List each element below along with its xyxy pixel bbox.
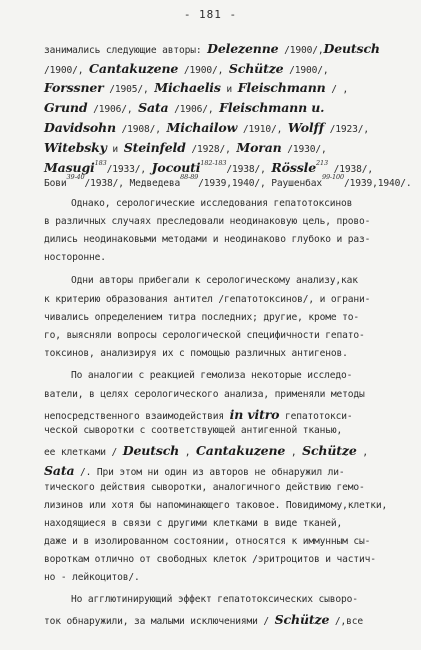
handwritten-name: Davidsohn xyxy=(44,120,116,135)
handwritten-name: Fleischmann xyxy=(237,80,326,95)
text-line xyxy=(44,443,368,458)
typed-text: лизинов или хотя бы напоминающего таковое. Повидимому,клетки, xyxy=(44,500,388,511)
handwritten-name: Schütze xyxy=(274,612,330,627)
handwritten-name: in vitro xyxy=(229,407,280,422)
handwritten-name: Fleischmann u. xyxy=(219,100,325,115)
typed-text: но - лейкоцитов/. xyxy=(44,572,140,583)
typed-text: даже и в изолированном состоянии, относятся к иммунным сы- xyxy=(44,536,371,547)
reference-superscript: 88-89 xyxy=(180,173,199,181)
text-line xyxy=(44,407,353,422)
handwritten-name: Grund xyxy=(44,100,88,115)
handwritten-name: Sata xyxy=(44,463,75,478)
text-line xyxy=(44,120,369,135)
typed-text: токсинов, анализируя их с помощью различных антигенов. xyxy=(44,348,348,359)
typed-text: /1906/, xyxy=(168,104,220,115)
typed-text: Но агглютинирующий эффект гепатотоксических сыворо- xyxy=(71,594,358,605)
typed-text: в различных случаях преследовали неодинаковую цель, прово- xyxy=(44,216,371,227)
handwritten-name: Rössle xyxy=(271,160,316,175)
text-line xyxy=(71,370,352,381)
typed-text: /1930/, xyxy=(281,144,327,155)
text-line xyxy=(44,100,324,115)
typed-text: /1900/, xyxy=(283,65,329,76)
text-line xyxy=(44,294,370,305)
typed-text: ее клетками / xyxy=(44,447,123,458)
text-line xyxy=(44,234,370,245)
handwritten-name: Delezenne xyxy=(207,41,279,56)
typed-text: /1938/, Медведева xyxy=(84,178,181,189)
typed-text: /1938/, xyxy=(327,164,373,175)
handwritten-name: Steinfeld xyxy=(123,140,186,155)
text-line xyxy=(44,41,380,56)
text-line xyxy=(44,252,106,263)
typed-text: /1910/, xyxy=(237,124,288,135)
typed-text: вороткам отлично от свободных клеток /эритроцитов и частич- xyxy=(44,554,376,565)
typed-text: /1900/, xyxy=(178,65,229,76)
reference-superscript: 213 xyxy=(316,159,328,167)
text-line xyxy=(44,173,412,189)
reference-superscript: 182-183 xyxy=(200,159,227,167)
typed-text: /1938/, xyxy=(226,164,272,175)
typed-text: / , xyxy=(325,84,349,95)
text-line xyxy=(44,80,348,95)
handwritten-name: Schütze xyxy=(302,443,357,458)
typed-text: чивались определением титра последних; другие, кроме то- xyxy=(44,312,360,323)
typed-text: и xyxy=(220,84,238,95)
text-line xyxy=(44,518,342,529)
text-line xyxy=(44,612,363,627)
handwritten-name: Jocouti xyxy=(151,160,201,175)
handwritten-name: Forssner xyxy=(44,80,104,95)
typed-text: носторонне. xyxy=(44,252,106,263)
text-line xyxy=(44,330,365,341)
typed-text: к критерию образования антител /гепатотоксинов/, и ограни- xyxy=(44,294,371,305)
text-line xyxy=(44,463,344,478)
typed-text: /. При этом ни один из авторов не обнаружил ли- xyxy=(74,467,345,478)
typed-text: Однако, серологические исследования гепатотоксинов xyxy=(71,198,353,209)
typed-text: Одни авторы прибегали к серологическому анализу,как xyxy=(71,275,358,286)
typed-text: /1939,1940/, Раушенбах xyxy=(198,178,322,189)
typed-text: /1923/, xyxy=(323,124,369,135)
text-line xyxy=(44,140,327,155)
typed-text: ческой сыворотки с соответствующей антигенной тканью, xyxy=(44,425,343,436)
typed-text: и xyxy=(106,144,124,155)
handwritten-name: Sata xyxy=(138,100,169,115)
text-line xyxy=(44,572,140,583)
text-line xyxy=(44,482,365,493)
typed-text: тического действия сыворотки, аналогичного действию гемо- xyxy=(44,482,365,493)
typed-text: занимались следующие авторы: xyxy=(44,45,208,56)
typed-text: /1928/, xyxy=(185,144,237,155)
typed-text: ватели, в целях серологического анализа, применяли методы xyxy=(44,389,365,400)
typed-text: дились неодинаковыми методами и неодинаково глубоко и раз- xyxy=(44,234,371,245)
typed-text: , xyxy=(285,447,303,458)
text-line xyxy=(71,275,358,286)
typed-text: находящиеся в связи с другими клетками в виде тканей, xyxy=(44,518,343,529)
text-line xyxy=(71,198,352,209)
text-line xyxy=(44,500,387,511)
typed-text: /1933/, xyxy=(106,164,152,175)
reference-superscript: 99-100 xyxy=(321,173,344,181)
typed-text: ток обнаружили, за малыми исключениями / xyxy=(44,616,275,627)
typed-text: гепатотокси- xyxy=(279,411,353,422)
typed-text: , xyxy=(356,447,368,458)
typed-text: /1939,1940/. xyxy=(343,178,412,189)
handwritten-name: Cantakuzene xyxy=(196,443,286,458)
handwritten-name: Moran xyxy=(236,140,282,155)
text-line xyxy=(44,425,342,436)
page-number: - 181 - xyxy=(183,8,238,21)
text-line xyxy=(44,348,348,359)
typed-text: непосредственного взаимодействия xyxy=(44,411,230,422)
handwritten-name: Schütze xyxy=(228,61,284,76)
reference-superscript: 183 xyxy=(94,159,107,167)
handwritten-name: Cantakuzene xyxy=(89,61,179,76)
handwritten-name: Deutsch xyxy=(323,41,380,56)
text-line xyxy=(44,216,370,227)
typed-text: Бови xyxy=(44,178,67,189)
reference-superscript: 39-40 xyxy=(66,173,85,181)
handwritten-name: Michailow xyxy=(166,120,238,135)
handwritten-name: Witebsky xyxy=(44,140,107,155)
typed-text: По аналогии с реакцией гемолиза некоторые исследо- xyxy=(71,370,353,381)
typed-text: го, выясняли вопросы серологической специфичности гепато- xyxy=(44,330,365,341)
handwritten-name: Michaelis xyxy=(154,80,221,95)
text-line xyxy=(44,61,328,76)
typed-text: , xyxy=(179,447,196,458)
handwritten-name: Wolff xyxy=(287,120,324,135)
typed-text: /1900/, xyxy=(278,45,324,56)
typed-text: /1905/, xyxy=(103,84,155,95)
text-line xyxy=(44,536,370,547)
handwritten-name: Masugi xyxy=(44,160,95,175)
text-line xyxy=(44,312,359,323)
typed-text: /1908/, xyxy=(115,124,167,135)
typed-text: /1906/, xyxy=(87,104,139,115)
typed-text: /1900/, xyxy=(44,65,90,76)
text-line xyxy=(44,554,376,565)
typed-text: /,все xyxy=(329,616,364,627)
text-line xyxy=(44,389,365,400)
handwritten-name: Deutsch xyxy=(122,443,180,458)
text-line xyxy=(71,594,358,605)
